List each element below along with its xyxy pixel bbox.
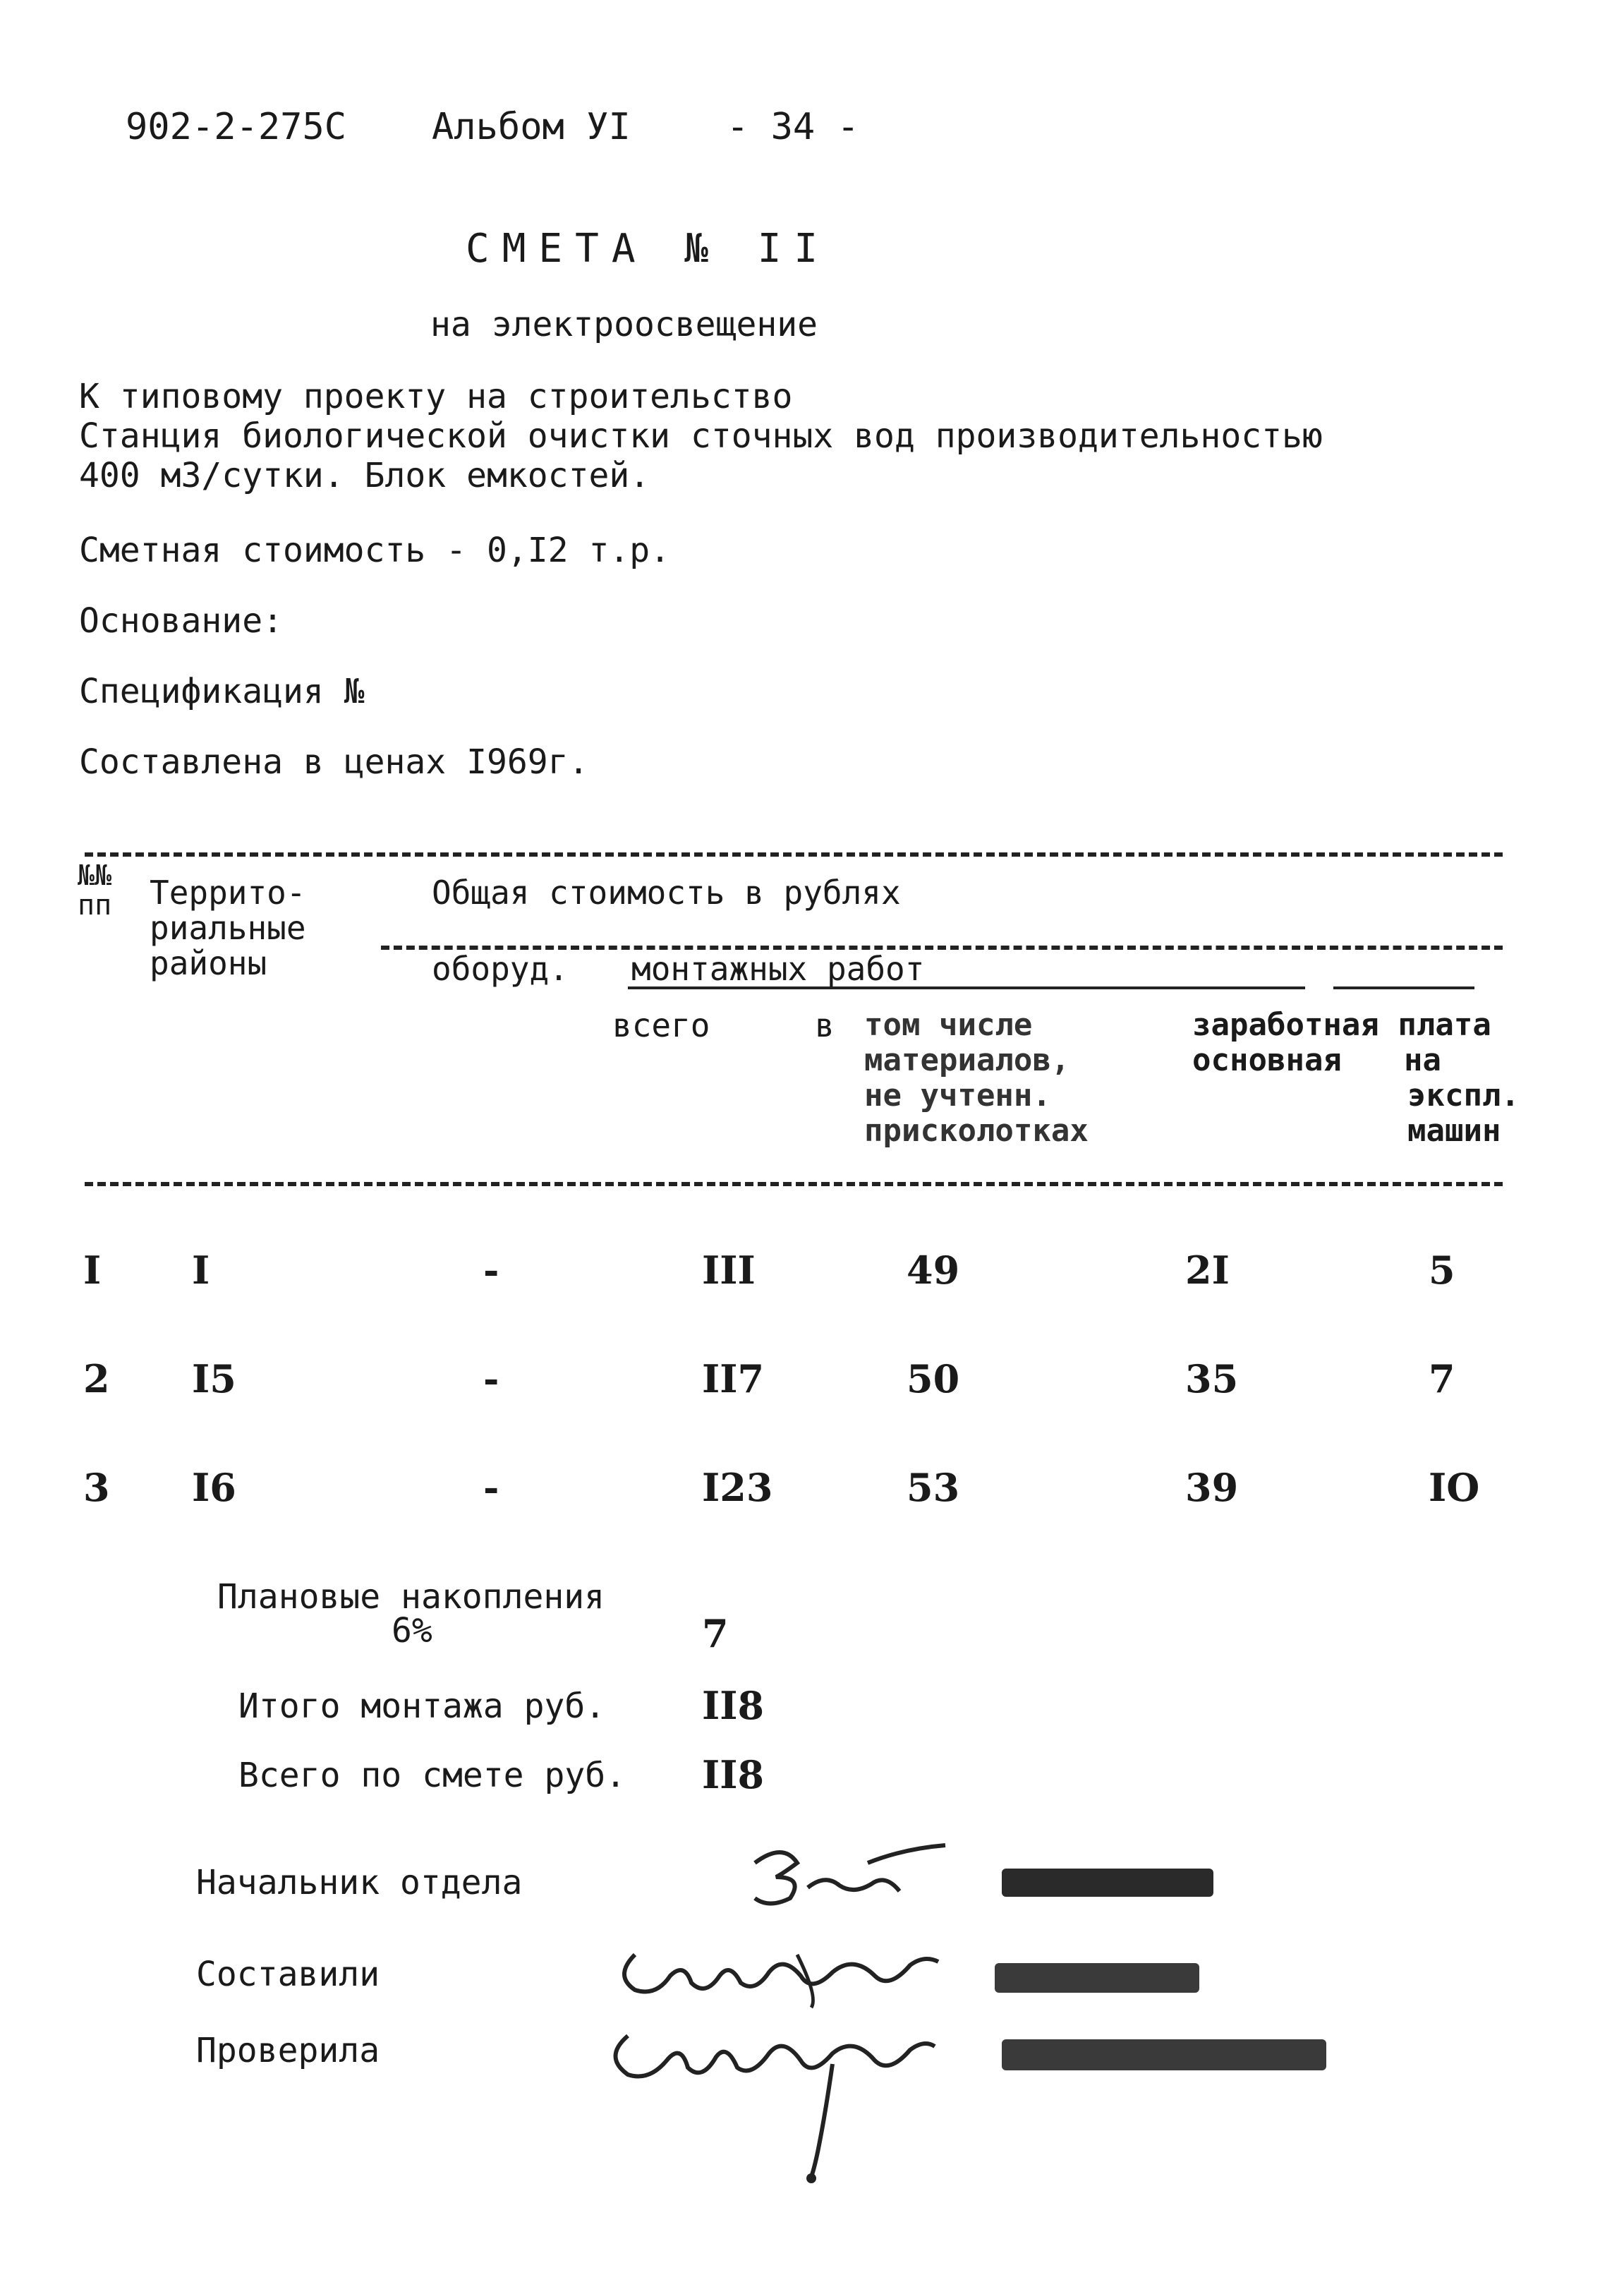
row-total: I23 — [702, 1465, 773, 1510]
row-num: I — [83, 1248, 102, 1293]
row-machines: 5 — [1429, 1248, 1455, 1293]
planned-savings-label: Плановые накопления — [217, 1577, 605, 1617]
row-num: 2 — [83, 1356, 110, 1401]
header-region: Террито- риальные районы — [150, 874, 306, 982]
signature-checked — [600, 2015, 938, 2184]
redacted-name-compiled — [995, 1963, 1199, 1993]
page-number: - 34 - — [727, 106, 859, 148]
header-wages: заработная плата основная — [1192, 1007, 1491, 1078]
album-label: Альбом УI — [432, 106, 631, 148]
document-subtitle: на электроосвещение — [430, 305, 818, 344]
row-materials: 53 — [907, 1465, 960, 1510]
row-num: 3 — [83, 1465, 110, 1510]
header-all: всего — [612, 1006, 710, 1044]
row-equipment: - — [483, 1356, 499, 1401]
checked-by-label: Проверила — [196, 2031, 380, 2070]
row-region: I5 — [192, 1356, 236, 1401]
header-on: на — [1404, 1042, 1441, 1078]
row-region: I — [192, 1248, 210, 1293]
table-header-bottom-rule — [85, 1182, 1503, 1186]
basis-label: Основание: — [79, 601, 283, 641]
installation-total-label: Итого монтажа руб. — [238, 1686, 606, 1726]
row-wages: 39 — [1185, 1465, 1239, 1510]
document-code: 902-2-275С — [126, 106, 347, 148]
project-line-1: К типовому проекту на строительство — [79, 377, 793, 416]
row-machines: IO — [1429, 1465, 1480, 1510]
header-num: №№ пп — [78, 859, 112, 922]
row-total: II7 — [702, 1356, 765, 1401]
row-total: III — [702, 1248, 756, 1293]
row-region: I6 — [192, 1465, 236, 1510]
row-materials: 49 — [907, 1248, 960, 1293]
header-total-cost: Общая стоимость в рублях — [432, 874, 901, 912]
estimate-total-value: II8 — [702, 1752, 765, 1797]
document-title: СМЕТА № II — [466, 226, 831, 272]
machines-underline — [1333, 986, 1474, 989]
prices-note: Составлена в ценах I969г. — [79, 742, 589, 782]
estimated-cost: Сметная стоимость - 0,I2 т.р. — [79, 531, 671, 570]
redacted-name-checked — [1002, 2039, 1326, 2070]
header-machines: экспл. машин — [1407, 1078, 1520, 1149]
row-materials: 50 — [907, 1356, 960, 1401]
specification-label: Спецификация № — [79, 672, 365, 711]
row-equipment: - — [483, 1248, 499, 1293]
table-top-rule — [85, 852, 1503, 857]
redacted-name-head — [1002, 1869, 1213, 1897]
installation-total-value: II8 — [702, 1683, 765, 1728]
signature-compiled — [607, 1933, 945, 2011]
compiled-by-label: Составили — [196, 1955, 380, 1994]
planned-savings-value: 7 — [702, 1611, 729, 1656]
planned-savings-percent: 6% — [392, 1611, 432, 1651]
header-installation: монтажных работ — [631, 950, 925, 988]
row-wages: 35 — [1185, 1356, 1239, 1401]
estimate-total-label: Всего по смете руб. — [238, 1756, 626, 1795]
header-including: в — [815, 1006, 835, 1044]
header-equipment: оборуд. — [432, 950, 569, 988]
row-machines: 7 — [1429, 1356, 1455, 1401]
header-materials: том числе материалов, не учтенн. присколотках — [864, 1007, 1089, 1149]
project-line-2: Станция биологической очистки сточных вод производительностью — [79, 416, 1323, 456]
project-line-3: 400 м3/сутки. Блок емкостей. — [79, 456, 650, 495]
signature-head — [741, 1835, 952, 1919]
department-head-label: Начальник отдела — [196, 1863, 523, 1902]
row-equipment: - — [483, 1465, 499, 1510]
row-wages: 2I — [1185, 1248, 1230, 1293]
